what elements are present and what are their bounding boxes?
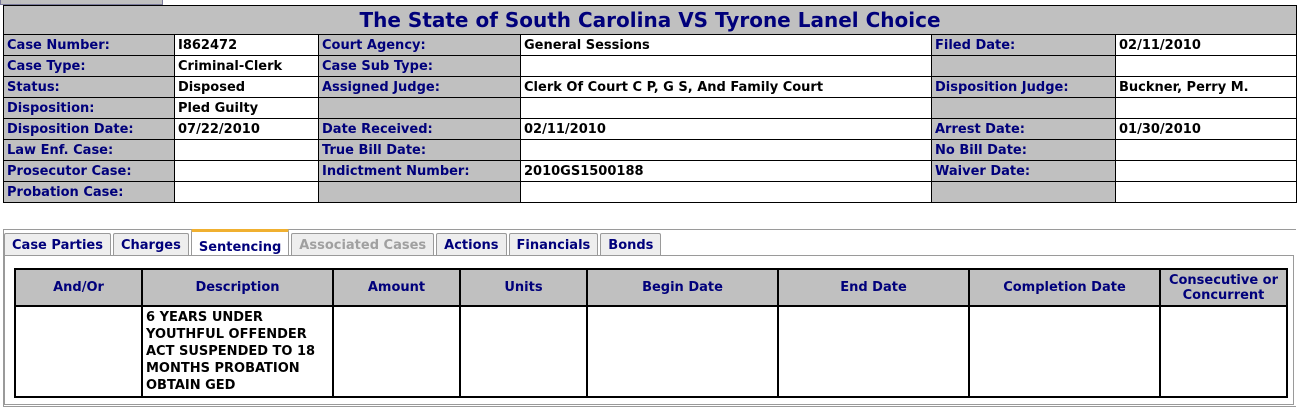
table-cell bbox=[1160, 306, 1287, 397]
field-value: Buckner, Perry M. bbox=[1116, 77, 1297, 98]
field-label bbox=[319, 182, 521, 203]
case-info-row bbox=[4, 140, 1297, 161]
field-value bbox=[175, 140, 319, 161]
case-info-row bbox=[4, 77, 1297, 98]
field-label: Case Sub Type: bbox=[319, 56, 521, 77]
field-value bbox=[1116, 182, 1297, 203]
table-row bbox=[15, 306, 1287, 397]
field-value: 2010GS1500188 bbox=[521, 161, 932, 182]
field-label: True Bill Date: bbox=[319, 140, 521, 161]
table-cell: 6 YEARS UNDER YOUTHFUL OFFENDER ACT SUSPENDED TO 18 MONTHS PROBATION OBTAIN GED bbox=[142, 306, 333, 397]
field-label: Disposition Judge: bbox=[932, 77, 1116, 98]
column-header: Units bbox=[460, 269, 587, 306]
field-label: Law Enf. Case: bbox=[4, 140, 175, 161]
column-header: End Date bbox=[778, 269, 969, 306]
column-header: Completion Date bbox=[969, 269, 1160, 306]
field-value: Criminal-Clerk bbox=[175, 56, 319, 77]
field-label: Indictment Number: bbox=[319, 161, 521, 182]
field-label: Case Number: bbox=[4, 35, 175, 56]
field-label: Prosecutor Case: bbox=[4, 161, 175, 182]
column-header: Begin Date bbox=[587, 269, 778, 306]
case-info-row bbox=[4, 182, 1297, 203]
field-value bbox=[175, 182, 319, 203]
field-value bbox=[1116, 140, 1297, 161]
field-label: Case Type: bbox=[4, 56, 175, 77]
field-value: 01/30/2010 bbox=[1116, 119, 1297, 140]
field-label: Probation Case: bbox=[4, 182, 175, 203]
field-label: Date Received: bbox=[319, 119, 521, 140]
field-value bbox=[521, 182, 932, 203]
field-value bbox=[521, 56, 932, 77]
field-label: Court Agency: bbox=[319, 35, 521, 56]
field-label bbox=[319, 98, 521, 119]
table-cell bbox=[587, 306, 778, 397]
field-label: Arrest Date: bbox=[932, 119, 1116, 140]
field-value: 02/11/2010 bbox=[521, 119, 932, 140]
case-info-row bbox=[4, 56, 1297, 77]
column-header: Amount bbox=[333, 269, 460, 306]
field-value: Disposed bbox=[175, 77, 319, 98]
tab-case-parties[interactable]: Case Parties bbox=[4, 233, 111, 255]
field-value bbox=[521, 98, 932, 119]
sentencing-header-row bbox=[15, 269, 1287, 306]
column-header: Consecutive or Concurrent bbox=[1160, 269, 1287, 306]
field-label: No Bill Date: bbox=[932, 140, 1116, 161]
field-value bbox=[1116, 161, 1297, 182]
case-info-row bbox=[4, 98, 1297, 119]
field-label: Status: bbox=[4, 77, 175, 98]
field-value: I862472 bbox=[175, 35, 319, 56]
case-info-table bbox=[3, 5, 1297, 203]
tab-sentencing[interactable]: Sentencing bbox=[191, 229, 289, 255]
column-header: And/Or bbox=[15, 269, 142, 306]
field-label: Filed Date: bbox=[932, 35, 1116, 56]
field-label bbox=[932, 182, 1116, 203]
field-value bbox=[175, 161, 319, 182]
field-value: Pled Guilty bbox=[175, 98, 319, 119]
case-info-row bbox=[4, 161, 1297, 182]
field-label bbox=[932, 98, 1116, 119]
field-value bbox=[1116, 56, 1297, 77]
tab-actions[interactable]: Actions bbox=[436, 233, 506, 255]
table-cell bbox=[969, 306, 1160, 397]
field-value: 02/11/2010 bbox=[1116, 35, 1297, 56]
tab-bar bbox=[4, 233, 663, 255]
table-cell bbox=[15, 306, 142, 397]
field-label: Assigned Judge: bbox=[319, 77, 521, 98]
case-title: The State of South Carolina VS Tyrone Lanel Choice bbox=[4, 6, 1297, 35]
case-info-row bbox=[4, 119, 1297, 140]
field-label bbox=[932, 56, 1116, 77]
field-value bbox=[521, 140, 932, 161]
case-info-row bbox=[4, 35, 1297, 56]
field-label: Disposition: bbox=[4, 98, 175, 119]
tab-charges[interactable]: Charges bbox=[113, 233, 189, 255]
table-cell bbox=[460, 306, 587, 397]
table-cell bbox=[778, 306, 969, 397]
field-value: Clerk Of Court C P, G S, And Family Court bbox=[521, 77, 932, 98]
sentencing-table bbox=[14, 268, 1288, 398]
field-value: General Sessions bbox=[521, 35, 932, 56]
tab-bonds[interactable]: Bonds bbox=[600, 233, 661, 255]
tab-associated-cases: Associated Cases bbox=[291, 233, 434, 255]
table-cell bbox=[333, 306, 460, 397]
tab-financials[interactable]: Financials bbox=[509, 233, 599, 255]
field-value: 07/22/2010 bbox=[175, 119, 319, 140]
column-header: Description bbox=[142, 269, 333, 306]
field-label: Waiver Date: bbox=[932, 161, 1116, 182]
field-value bbox=[1116, 98, 1297, 119]
field-label: Disposition Date: bbox=[4, 119, 175, 140]
